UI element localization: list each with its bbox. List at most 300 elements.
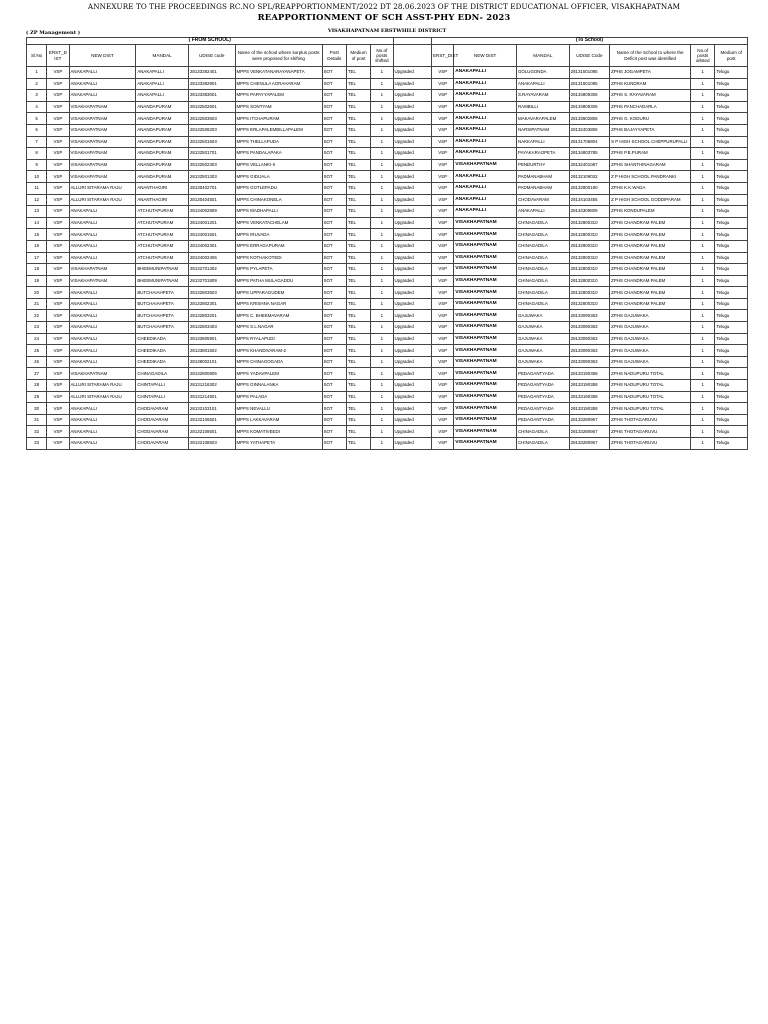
table-row: [27, 298, 748, 310]
cell-to-udise: 28133190358: [569, 380, 609, 392]
cell-from-school: MPPS YADAVPALEM: [235, 368, 322, 380]
col-medium: Medium of post: [346, 45, 370, 67]
cell-to-school: ZPHS CHANDRAM PALEM: [610, 287, 691, 299]
table-row: [27, 182, 748, 194]
cell-post-details: SOT: [322, 275, 346, 287]
cell-post-details: SOT: [322, 380, 346, 392]
cell-erst-dist: VSP: [47, 148, 69, 160]
cell-udise: 28132701809: [188, 275, 235, 287]
cell-sno: 33: [27, 438, 47, 450]
cell-from-school: MPPS S.L.NAGAR: [235, 322, 322, 334]
cell-medium: TEL: [346, 368, 370, 380]
col-to-erst-dist: ERST_DIST: [431, 45, 453, 67]
cell-mandal: ATCHUTAPURAM: [136, 229, 189, 241]
cell-sno: 32: [27, 426, 47, 438]
cell-allotted: 1: [691, 217, 715, 229]
cell-to-erst-dist: VSP: [431, 67, 453, 79]
cell-allotted: 1: [691, 194, 715, 206]
cell-medium: TEL: [346, 264, 370, 276]
cell-status: Upgraded: [393, 159, 431, 171]
cell-to-new-dist: ANAKAPALLI: [454, 171, 517, 183]
cell-allotted: 1: [691, 322, 715, 334]
district-label: VISAKHAPATNAM ERSTWHILE DISTRICT: [327, 28, 447, 34]
cell-post-details: SOT: [322, 194, 346, 206]
cell-to-erst-dist: VSP: [431, 240, 453, 252]
cell-udise: 28130404501: [188, 194, 235, 206]
cell-from-school: MPPS PALADA: [235, 391, 322, 403]
cell-to-new-dist: VISAKHAPATNAM: [454, 356, 517, 368]
document-title: REAPPORTIONMENT OF SCH ASST-PHY EDN- 2023: [257, 12, 511, 22]
cell-new-dist: ANAKAPALLI: [69, 217, 136, 229]
cell-medium: TEL: [346, 333, 370, 345]
cell-to-udise: 28133190358: [569, 391, 609, 403]
cell-to-medium: Telugu: [715, 380, 748, 392]
cell-post-details: SOT: [322, 333, 346, 345]
cell-erst-dist: VSP: [47, 414, 69, 426]
cell-to-mandal: PEDAGANTYADA: [517, 380, 570, 392]
cell-new-dist: ANAKAPALLI: [69, 252, 136, 264]
table-row: [27, 171, 748, 183]
col-udise: UDISE code: [188, 45, 235, 67]
cell-to-new-dist: VISAKHAPATNAM: [454, 438, 517, 450]
cell-to-mandal: MAKAVARAPALEM: [517, 113, 570, 125]
cell-mandal: CHINTAPALLI: [136, 380, 189, 392]
cell-medium: TEL: [346, 298, 370, 310]
cell-mandal: ANANDAPURAM: [136, 136, 189, 148]
cell-to-mandal: ANAKAPALLI: [517, 206, 570, 218]
cell-to-new-dist: VISAKHAPATNAM: [454, 391, 517, 403]
cell-sno: 25: [27, 345, 47, 357]
cell-sno: 13: [27, 206, 47, 218]
cell-from-school: MPPS CHINAKONELA: [235, 194, 322, 206]
col-to-new-dist: NEW DIST: [454, 45, 517, 67]
cell-post-details: SOT: [322, 113, 346, 125]
cell-medium: TEL: [346, 414, 370, 426]
cell-sno: 23: [27, 322, 47, 334]
table-row: [27, 194, 748, 206]
cell-sno: 27: [27, 368, 47, 380]
cell-to-new-dist: VISAKHAPATNAM: [454, 217, 517, 229]
cell-to-new-dist: VISAKHAPATNAM: [454, 380, 517, 392]
cell-to-erst-dist: VSP: [431, 194, 453, 206]
cell-to-medium: Telugu: [715, 264, 748, 276]
cell-status: Upgraded: [393, 148, 431, 160]
cell-to-medium: Telugu: [715, 206, 748, 218]
cell-to-mandal: PEDAGANTYADA: [517, 368, 570, 380]
cell-udise: 28132502601: [188, 101, 235, 113]
cell-new-dist: ANAKAPALLI: [69, 206, 136, 218]
cell-to-new-dist: VISAKHAPATNAM: [454, 287, 517, 299]
cell-to-new-dist: ANAKAPALLI: [454, 182, 517, 194]
cell-mandal: CHINAGADILA: [136, 368, 189, 380]
reapportionment-section: [26, 30, 748, 450]
cell-new-dist: VISAKHAPATNAM: [69, 113, 136, 125]
cell-to-school: ZPHS CHANDRAM PALEM: [610, 298, 691, 310]
cell-post-details: SOT: [322, 229, 346, 241]
cell-new-dist: VISAKHAPATNAM: [69, 124, 136, 136]
cell-status: Upgraded: [393, 101, 431, 113]
cell-erst-dist: VSP: [47, 229, 69, 241]
cell-to-school: ZPHS NADUPURU TOTAL: [610, 403, 691, 415]
cell-to-school: ZPHS CHANDRAM PALEM: [610, 229, 691, 241]
cell-post-details: SOT: [322, 438, 346, 450]
cell-medium: TEL: [346, 240, 370, 252]
cell-medium: TEL: [346, 322, 370, 334]
cell-new-dist: ANAKAPALLI: [69, 298, 136, 310]
cell-to-mandal: PAYAKARAOPETA: [517, 148, 570, 160]
cell-to-erst-dist: VSP: [431, 217, 453, 229]
cell-mandal: CHEEDIKADA: [136, 345, 189, 357]
cell-to-udise: 28132109032: [569, 171, 609, 183]
cell-status: Upgraded: [393, 229, 431, 241]
col-mandal: MANDAL: [136, 45, 189, 67]
cell-post-details: SOT: [322, 206, 346, 218]
table-row: [27, 90, 748, 102]
from-school-group-header: ( FROM SCHOOL): [27, 38, 394, 45]
cell-sno: 14: [27, 217, 47, 229]
cell-to-mandal: CHODAVARAM: [517, 194, 570, 206]
table-row: [27, 356, 748, 368]
cell-to-mandal: GAJUWAKA: [517, 345, 570, 357]
cell-erst-dist: VSP: [47, 206, 69, 218]
cell-to-school: ZPHS CHANDRAM PALEM: [610, 264, 691, 276]
cell-post-details: SOT: [322, 391, 346, 403]
cell-to-udise: 28133280957: [569, 438, 609, 450]
cell-to-mandal: NARSIPATNAM: [517, 124, 570, 136]
cell-new-dist: VISAKHAPATNAM: [69, 368, 136, 380]
cell-udise: 28132501701: [188, 148, 235, 160]
cell-no-posts: 1: [371, 101, 393, 113]
cell-allotted: 1: [691, 298, 715, 310]
cell-to-mandal: CHINAGADILA: [517, 287, 570, 299]
cell-mandal: BUTCHAIAHPETA: [136, 310, 189, 322]
cell-status: Upgraded: [393, 113, 431, 125]
cell-no-posts: 1: [371, 159, 393, 171]
cell-to-erst-dist: VSP: [431, 414, 453, 426]
cell-allotted: 1: [691, 380, 715, 392]
cell-to-mandal: PADMANABHAM: [517, 182, 570, 194]
cell-from-school: MPPS SONTYAM: [235, 101, 322, 113]
cell-to-new-dist: VISAKHAPATNAM: [454, 414, 517, 426]
cell-mandal: CHEEDIKADA: [136, 356, 189, 368]
cell-status: Upgraded: [393, 287, 431, 299]
cell-from-school: MPPS PANDALAPAKA: [235, 148, 322, 160]
cell-to-erst-dist: VSP: [431, 380, 453, 392]
cell-new-dist: VISAKHAPATNAM: [69, 171, 136, 183]
cell-to-medium: Telugu: [715, 124, 748, 136]
cell-erst-dist: VSP: [47, 90, 69, 102]
cell-to-mandal: PENDURTHY: [517, 159, 570, 171]
cell-from-school: MPPS KRISHNA NAGAR: [235, 298, 322, 310]
cell-udise: 28134001201: [188, 217, 235, 229]
cell-mandal: CHEEDIKADA: [136, 333, 189, 345]
cell-new-dist: ANAKAPALLI: [69, 67, 136, 79]
cell-to-new-dist: VISAKHAPATNAM: [454, 322, 517, 334]
cell-status: Upgraded: [393, 90, 431, 102]
cell-erst-dist: VSP: [47, 298, 69, 310]
cell-to-erst-dist: VSP: [431, 438, 453, 450]
cell-post-details: SOT: [322, 240, 346, 252]
cell-to-udise: 28133090363: [569, 356, 609, 368]
cell-no-posts: 1: [371, 310, 393, 322]
cell-to-udise: 28132800310: [569, 217, 609, 229]
cell-udise: 28132803503: [188, 287, 235, 299]
cell-mandal: CHINTAPALLI: [136, 391, 189, 403]
cell-mandal: ATCHUTAPURAM: [136, 206, 189, 218]
cell-to-medium: Telugu: [715, 171, 748, 183]
cell-medium: TEL: [346, 426, 370, 438]
cell-post-details: SOT: [322, 148, 346, 160]
cell-sno: 21: [27, 298, 47, 310]
cell-to-new-dist: VISAKHAPATNAM: [454, 333, 517, 345]
cell-to-udise: 28133090363: [569, 322, 609, 334]
cell-to-school: ZPHS NADUPURU TOTAL: [610, 380, 691, 392]
cell-to-mandal: CHINAGADILA: [517, 298, 570, 310]
cell-post-details: SOT: [322, 90, 346, 102]
cell-from-school: MPPS CHENULA AGRAHARAM: [235, 78, 322, 90]
cell-to-school: ZPHS G. KODURU: [610, 113, 691, 125]
cell-to-udise: 28132800310: [569, 252, 609, 264]
cell-to-erst-dist: VSP: [431, 426, 453, 438]
cell-to-school: ZPHS CHANDRAM PALEM: [610, 240, 691, 252]
cell-udise: 28131216302: [188, 380, 235, 392]
cell-new-dist: ANAKAPALLI: [69, 310, 136, 322]
cell-to-school: ZPHS S. RAYAVARAM: [610, 90, 691, 102]
table-row: [27, 206, 748, 218]
cell-sno: 17: [27, 252, 47, 264]
cell-mandal: CHODAVARAM: [136, 403, 189, 415]
col-to-school: Name of the School to where the Deficit post was identified: [610, 45, 691, 67]
cell-post-details: SOT: [322, 322, 346, 334]
cell-to-medium: Telugu: [715, 438, 748, 450]
cell-post-details: SOT: [322, 310, 346, 322]
cell-to-udise: 28132800310: [569, 275, 609, 287]
cell-to-medium: Telugu: [715, 368, 748, 380]
cell-status: Upgraded: [393, 252, 431, 264]
table-row: [27, 414, 748, 426]
cell-allotted: 1: [691, 113, 715, 125]
cell-no-posts: 1: [371, 206, 393, 218]
cell-udise: 28134002301: [188, 240, 235, 252]
table-row: [27, 240, 748, 252]
cell-no-posts: 1: [371, 113, 393, 125]
cell-to-medium: Telugu: [715, 217, 748, 229]
cell-medium: TEL: [346, 275, 370, 287]
cell-no-posts: 1: [371, 78, 393, 90]
cell-allotted: 1: [691, 159, 715, 171]
cell-to-mandal: PEDAGANTYADA: [517, 414, 570, 426]
cell-to-new-dist: ANAKAPALLI: [454, 194, 517, 206]
cell-no-posts: 1: [371, 426, 393, 438]
cell-from-school: MPPS NEVALLU: [235, 403, 322, 415]
cell-no-posts: 1: [371, 67, 393, 79]
cell-sno: 11: [27, 182, 47, 194]
cell-to-school: ZPHS NADUPURU TOTAL: [610, 391, 691, 403]
col-to-udise: UDISE Code: [569, 45, 609, 67]
table-row: [27, 391, 748, 403]
cell-to-medium: Telugu: [715, 391, 748, 403]
cell-to-new-dist: VISAKHAPATNAM: [454, 264, 517, 276]
cell-mandal: BUTCHAIAHPETA: [136, 287, 189, 299]
cell-to-udise: 28132800310: [569, 287, 609, 299]
cell-mandal: ANAKAPALLI: [136, 90, 189, 102]
cell-status: Upgraded: [393, 426, 431, 438]
cell-mandal: ANANDAPURAM: [136, 159, 189, 171]
table-row: [27, 136, 748, 148]
cell-to-udise: 28133190358: [569, 368, 609, 380]
table-row: [27, 113, 748, 125]
cell-to-udise: 28132800310: [569, 264, 609, 276]
cell-status: Upgraded: [393, 345, 431, 357]
cell-erst-dist: VSP: [47, 101, 69, 113]
cell-to-mandal: CHINAGADILA: [517, 229, 570, 241]
cell-to-erst-dist: VSP: [431, 136, 453, 148]
cell-status: Upgraded: [393, 403, 431, 415]
cell-to-school: ZPHS THOTAGARUVU: [610, 414, 691, 426]
cell-to-erst-dist: VSP: [431, 333, 453, 345]
cell-to-erst-dist: VSP: [431, 78, 453, 90]
cell-mandal: BHEEMUNIPATNAM: [136, 264, 189, 276]
cell-to-medium: Telugu: [715, 345, 748, 357]
cell-to-udise: 28133280957: [569, 414, 609, 426]
cell-sno: 29: [27, 391, 47, 403]
cell-medium: TEL: [346, 391, 370, 403]
cell-to-medium: Telugu: [715, 90, 748, 102]
cell-new-dist: ANAKAPALLI: [69, 438, 136, 450]
cell-mandal: ANAKAPALLI: [136, 78, 189, 90]
cell-to-new-dist: VISAKHAPATNAM: [454, 229, 517, 241]
cell-to-erst-dist: VSP: [431, 264, 453, 276]
table-row: [27, 229, 748, 241]
cell-from-school: MPPS ERLAPALEMBILLAPALEM: [235, 124, 322, 136]
cell-to-erst-dist: VSP: [431, 356, 453, 368]
cell-status: Upgraded: [393, 368, 431, 380]
cell-to-udise: 28132800310: [569, 298, 609, 310]
cell-sno: 9: [27, 159, 47, 171]
cell-udise: 28132106501: [188, 414, 235, 426]
cell-to-medium: Telugu: [715, 194, 748, 206]
cell-from-school: MPPS PAPAYYAPALEM: [235, 90, 322, 102]
cell-to-udise: 28132800190: [569, 182, 609, 194]
cell-to-mandal: CHINAGADILA: [517, 426, 570, 438]
cell-mandal: ANANDAPURAM: [136, 113, 189, 125]
cell-to-school: ZPHS GAJUWAKA: [610, 356, 691, 368]
cell-post-details: SOT: [322, 171, 346, 183]
cell-udise: 28132800805: [188, 368, 235, 380]
cell-post-details: SOT: [322, 356, 346, 368]
cell-to-new-dist: ANAKAPALLI: [454, 90, 517, 102]
cell-from-school: MPPS UPPARAGUDEM: [235, 287, 322, 299]
cell-new-dist: VISAKHAPATNAM: [69, 275, 136, 287]
cell-new-dist: VISAKHAPATNAM: [69, 136, 136, 148]
cell-to-erst-dist: VSP: [431, 90, 453, 102]
cell-to-school: ZPHS P.B.PURAM: [610, 148, 691, 160]
cell-no-posts: 1: [371, 438, 393, 450]
cell-udise: 28133805901: [188, 333, 235, 345]
cell-to-erst-dist: VSP: [431, 391, 453, 403]
cell-new-dist: ANAKAPALLI: [69, 240, 136, 252]
cell-no-posts: 1: [371, 380, 393, 392]
cell-erst-dist: VSP: [47, 438, 69, 450]
cell-to-udise: 28133090363: [569, 333, 609, 345]
cell-from-school: MPPS KHANDIVARAM-2: [235, 345, 322, 357]
cell-no-posts: 1: [371, 217, 393, 229]
cell-to-school: ZPHS K.K.WADA: [610, 182, 691, 194]
cell-erst-dist: VSP: [47, 426, 69, 438]
cell-sno: 19: [27, 275, 47, 287]
cell-post-details: SOT: [322, 264, 346, 276]
cell-mandal: ANANTHAGIRI: [136, 194, 189, 206]
cell-new-dist: VISAKHAPATNAM: [69, 101, 136, 113]
table-body: [27, 67, 748, 450]
cell-from-school: MPPS THELLAPUDA: [235, 136, 322, 148]
cell-to-new-dist: ANAKAPALLI: [454, 67, 517, 79]
blank-group-header: [393, 38, 431, 45]
cell-status: Upgraded: [393, 414, 431, 426]
cell-post-details: SOT: [322, 345, 346, 357]
cell-erst-dist: VSP: [47, 78, 69, 90]
cell-to-udise: 28132401087: [569, 159, 609, 171]
cell-mandal: ATCHUTAPURAM: [136, 252, 189, 264]
cell-udise: 28134002809: [188, 206, 235, 218]
cell-from-school: MPPS PATHA MULAGADDU: [235, 275, 322, 287]
cell-mandal: ANANTHAGIRI: [136, 182, 189, 194]
cell-status: Upgraded: [393, 67, 431, 79]
cell-medium: TEL: [346, 148, 370, 160]
table-row: [27, 380, 748, 392]
cell-sno: 18: [27, 264, 47, 276]
cell-allotted: 1: [691, 182, 715, 194]
cell-to-medium: Telugu: [715, 240, 748, 252]
cell-status: Upgraded: [393, 438, 431, 450]
cell-to-mandal: GAJUWAKA: [517, 356, 570, 368]
cell-medium: TEL: [346, 78, 370, 90]
cell-to-udise: 28132800310: [569, 229, 609, 241]
cell-to-school: S P HIGH SCHOOL CHEPPURUPALLI: [610, 136, 691, 148]
cell-medium: TEL: [346, 403, 370, 415]
cell-to-udise: 28134803785: [569, 148, 609, 160]
cell-to-school: ZPHS KONDUPALEM: [610, 206, 691, 218]
cell-to-udise: 28133090363: [569, 345, 609, 357]
cell-udise: 28132108501: [188, 426, 235, 438]
cell-to-erst-dist: VSP: [431, 101, 453, 113]
cell-to-medium: Telugu: [715, 298, 748, 310]
cell-erst-dist: VSP: [47, 403, 69, 415]
col-blank: [393, 45, 431, 67]
cell-allotted: 1: [691, 414, 715, 426]
cell-status: Upgraded: [393, 380, 431, 392]
col-allotted: No.of posts alloted: [691, 45, 715, 67]
cell-erst-dist: VSP: [47, 240, 69, 252]
cell-post-details: SOT: [322, 368, 346, 380]
cell-to-new-dist: VISAKHAPATNAM: [454, 310, 517, 322]
cell-to-medium: Telugu: [715, 113, 748, 125]
col-new-dist: NEW DIST: [69, 45, 136, 67]
cell-mandal: BHEEMUNIPATNAM: [136, 275, 189, 287]
table-row: [27, 124, 748, 136]
table-row: [27, 148, 748, 160]
cell-to-erst-dist: VSP: [431, 310, 453, 322]
cell-to-new-dist: VISAKHAPATNAM: [454, 403, 517, 415]
cell-sno: 10: [27, 171, 47, 183]
cell-to-medium: Telugu: [715, 310, 748, 322]
cell-sno: 20: [27, 287, 47, 299]
cell-new-dist: ALLURI SITARAMA RAJU: [69, 194, 136, 206]
cell-status: Upgraded: [393, 194, 431, 206]
cell-to-mandal: PEDAGANTYADA: [517, 391, 570, 403]
cell-from-school: MPPS IRUVADA: [235, 229, 322, 241]
cell-to-medium: Telugu: [715, 229, 748, 241]
